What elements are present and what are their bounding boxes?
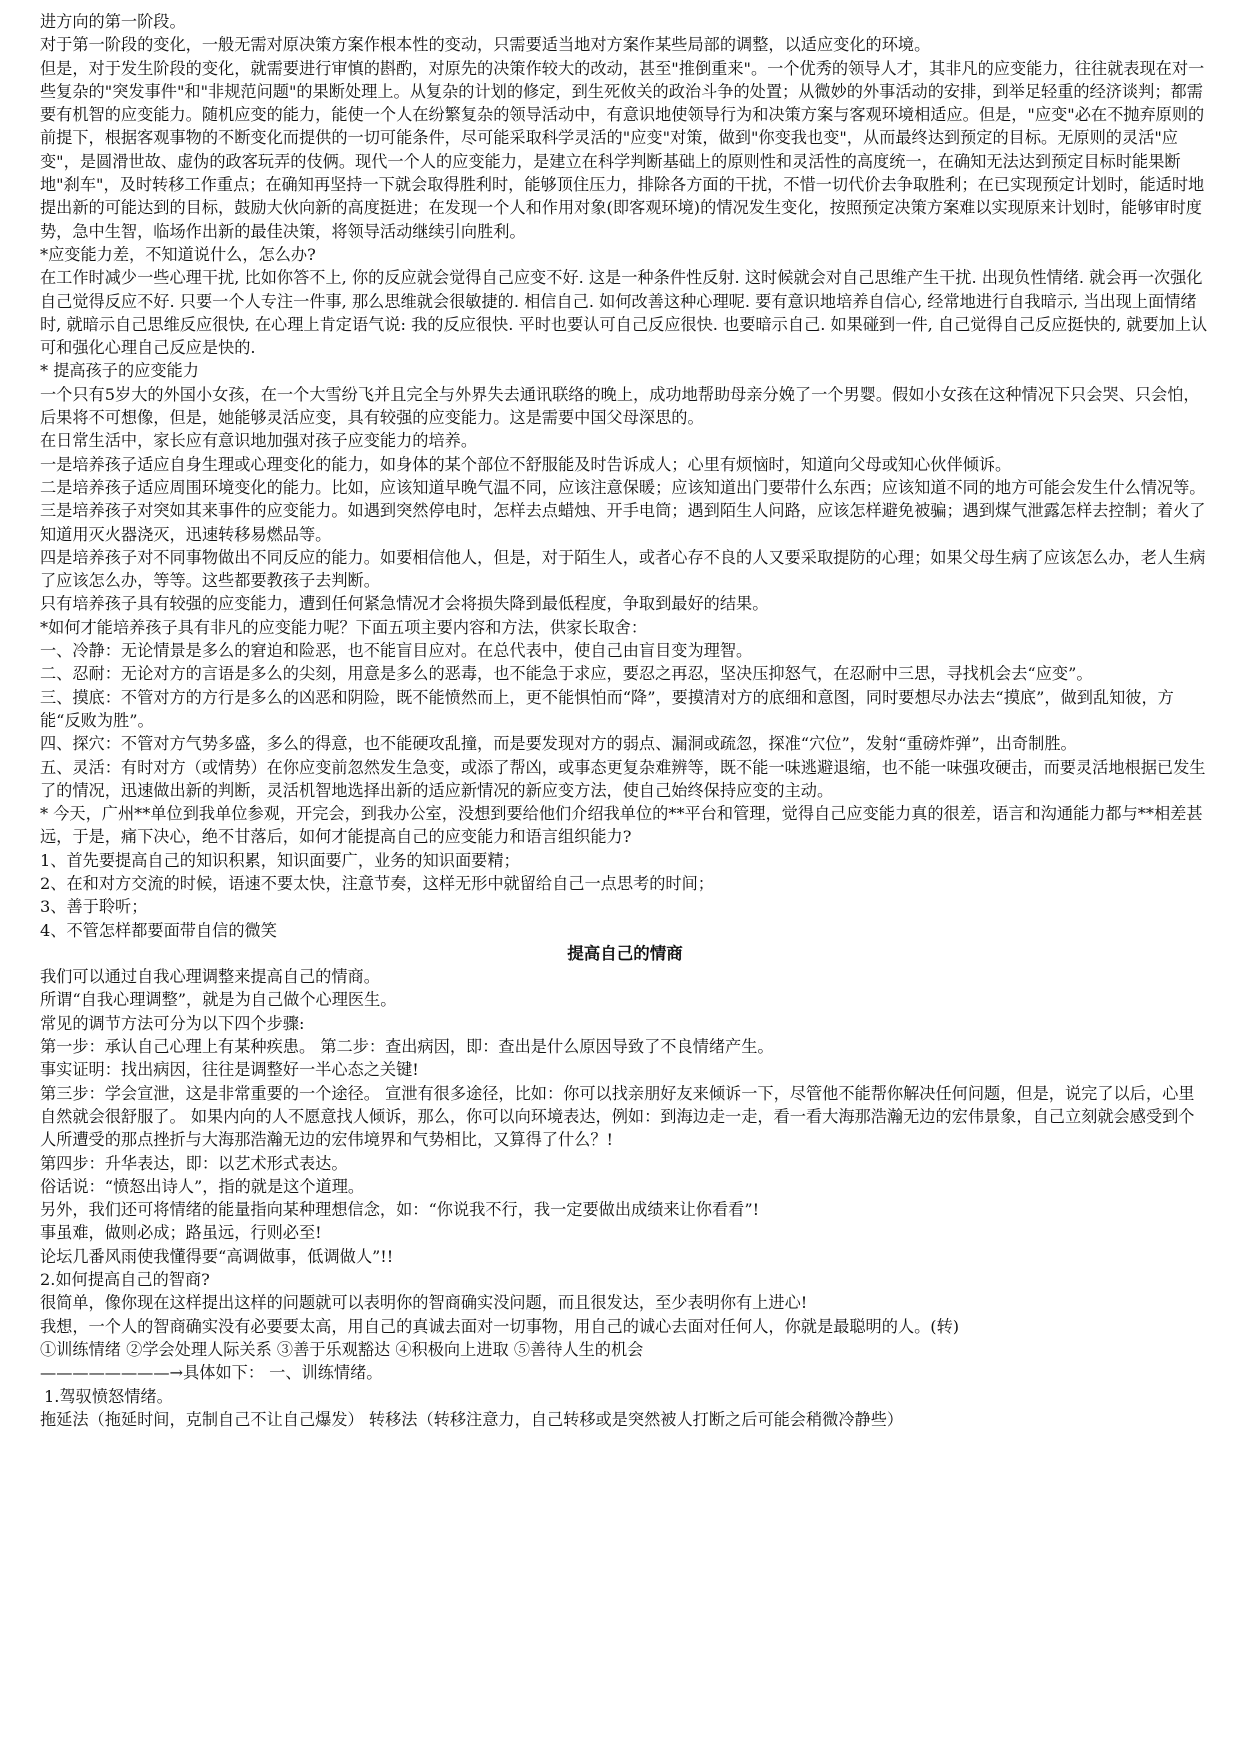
paragraph: 常见的调节方法可分为以下四个步骤: [40,1013,305,1033]
paragraph: 四是培养孩子对不同事物做出不同反应的能力。如要相信他人，但是，对于陌生人，或者心存不良的人又要采取提防的心理；如果父母生病了应该怎么办，老人生病了应该怎么办，等等。这些都要教孩子去判断。 [40,547,1206,591]
list-item: 2、在和对方交流的时候，语速不要太快，注意节奏，这样无形中就留给自己一点思考的时间； [40,873,714,893]
paragraph: 二、忍耐：无论对方的言语是多么的尖刻，用意是多么的恶毒，也不能急于求应，要忍之再忍，坚决压抑怒气，在忍耐中三思，寻找机会去“应变”。 [40,664,1093,684]
paragraph: 1.驾驭愤怒情绪。 [44,1386,173,1406]
paragraph: 一是培养孩子适应自身生理或心理变化的能力，如身体的某个部位不舒服能及时告诉成人；心里有烦恼时，知道向父母或知心伙伴倾诉。 [40,454,1012,474]
paragraph: 另外，我们还可将情绪的能量指向某种理想信念，如：“你说我不行，我一定要做出成绩来让你看看”! [40,1200,760,1220]
paragraph: 二是培养孩子适应周围环境变化的能力。比如，应该知道早晚气温不同，应该注意保暖；应该知道出门要带什么东西；应该知道不同的地方可能会发生什么情况等。 [40,477,1206,497]
paragraph: 只有培养孩子具有较强的应变能力，遭到任何紧急情况才会将损失降到最低程度，争取到最好的结果。 [40,594,769,614]
paragraph: 事实证明：找出病因，往往是调整好一半心态之关键! [40,1060,419,1080]
paragraph: 我想，一个人的智商确实没有必要要太高，用自己的真诚去面对一切事物，用自己的诚心去面对任何人，你就是最聪明的人。(转) [40,1316,960,1336]
list-item: 3、善于聆听； [40,897,148,917]
paragraph: 第三步：学会宣泄，这是非常重要的一个途径。 宣泄有很多途径，比如：你可以找亲朋好友来倾诉一下，尽管他不能帮你解决任何问题，但是，说完了以后，心里自然就会很舒服了。 如果内向的人不愿意找人倾诉，那么，你可以向环境表达，例如：到海边走一走，看一看大海那浩瀚无边的宏伟景象，自己立刻就会感受到个人所遭受的那点挫折与大海那浩瀚无边的宏伟境界和气势相比，又算得了什么？! [40,1083,1195,1150]
paragraph: 第四步：升华表达，即：以艺术形式表达。 [40,1153,348,1173]
paragraph: 事虽难，做则必成；路虽远，行则必至! [40,1223,322,1243]
paragraph: 三是培养孩子对突如其来事件的应变能力。如遇到突然停电时，怎样去点蜡烛、开手电筒；遇到陌生人问路，应该怎样避免被骗；遇到煤气泄露怎样去控制；着火了知道用灭火器浇灭，迅速转移易燃品等。 [40,501,1206,544]
paragraph: 一个只有5岁大的外国小女孩，在一个大雪纷飞并且完全与外界失去通讯联络的晚上，成功地帮助母亲分娩了一个男婴。假如小女孩在这种情况下只会哭、只会怕，后果将不可想像，但是，她能够灵活应变，具有较强的应变能力。这是需要中国父母深思的。 [40,384,1200,428]
paragraph: 我们可以通过自我心理调整来提高自己的情商。 [40,967,380,987]
paragraph: 第一步：承认自己心理上有某种疾患。 第二步：查出病因，即：查出是什么原因导致了不良情绪产生。 [40,1037,774,1057]
list-item: 1、首先要提高自己的知识积累，知识面要广，业务的知识面要精； [40,850,520,870]
paragraph: 五、灵活：有时对方（或情势）在你应变前忽然发生急变，或添了帮凶，或事态更复杂难辨等，既不能一味逃避退缩，也不能一味强攻硬击，而要灵活地根据已发生了的情况，迅速做出新的判断，灵活机智地选择出新的适应新情况的新应变方法，使自己始终保持应变的主动。 [40,757,1206,800]
paragraph: 四、探穴：不管对方气势多盛，多么的得意，也不能硬攻乱撞，而是要发现对方的弱点、漏洞或疏忽，探准“穴位”，发射“重磅炸弹”，出奇制胜。 [40,734,1077,754]
paragraph: * 今天，广州**单位到我单位参观，开完会，到我办公室，没想到要给他们介绍我单位的**平台和管理，觉得自己应变能力真的很差，语言和沟通能力都与**相差甚远，于是，痛下决心，绝不甘落后，如何才能提高自己的应变能力和语言组织能力? [40,804,1203,847]
paragraph: 所谓“自我心理调整”，就是为自己做个心理医生。 [40,990,397,1010]
paragraph: 俗话说：“愤怒出诗人”，指的就是这个道理。 [40,1176,365,1196]
paragraph: 很简单，像你现在这样提出这样的问题就可以表明你的智商确实没问题，而且很发达，至少表明你有上进心! [40,1293,808,1313]
paragraph: * 提高孩子的应变能力 [40,361,199,381]
paragraph: ①训练情绪 ②学会处理人际关系 ③善于乐观豁达 ④积极向上进取 ⑤善待人生的机会 [40,1339,644,1359]
paragraph: 论坛几番风雨使我懂得要“高调做事，低调做人”!! [40,1246,394,1266]
paragraph: 在工作时减少一些心理干扰, 比如你答不上, 你的反应就会觉得自己应变不好. 这是一种条件性反射. 这时候就会对自己思维产生干扰. 出现负性情绪. 就会再一次强化自己觉得反应不好. 只要一个人专注一件事, 那么思维就会很敏捷的. 相信自己. 如何改善这种心理呢. 要有意识地培养自信心, 经常地进行自我暗示, 当出现上面情绪时, 就暗示自己思维反应很快, 在心理上肯定语气说: 我的反应很快. 平时也要认可自己反应很快. 也要暗示自己. 如果碰到一件, 自己觉得自己反应挺快的, 就要加上认可和强化心理自己反应是快的. [40,268,1208,358]
paragraph: ————————→具体如下： 一、训练情绪。 [40,1363,383,1383]
paragraph: 拖延法（拖延时间，克制自己不让自己爆发） 转移法（转移注意力，自己转移或是突然被人打断之后可能会稍微冷静些） [40,1409,904,1429]
list-item: 4、不管怎样都要面带自信的微笑 [40,920,277,940]
paragraph: *应变能力差，不知道说什么，怎么办? [40,244,316,264]
paragraph: 2.如何提高自己的智商? [40,1270,210,1290]
section-eq [40,965,1210,1431]
paragraph: 进方向的第一阶段。 [40,12,186,31]
paragraph: 对于第一阶段的变化，一般无需对原决策方案作根本性的变动，只需要适当地对方案作某些局部的调整，以适应变化的环境。 [40,35,931,55]
paragraph: 三、摸底：不管对方的方行是多么的凶恶和阴险，既不能愤然而上，更不能惧怕而“降”，要摸清对方的底细和意图，同时要想尽办法去“摸底”，做到乱知彼，方能“反败为胜”。 [40,687,1174,730]
section-adaptability [40,10,1210,942]
paragraph: 一、冷静：无论情景是多么的窘迫和险恶，也不能盲目应对。在总代表中，使自己由盲目变为理智。 [40,641,753,661]
paragraph: *如何才能培养孩子具有非凡的应变能力呢？下面五项主要内容和方法，供家长取舍： [40,617,648,637]
paragraph: 在日常生活中，家长应有意识地加强对孩子应变能力的培养。 [40,431,478,451]
document-page [40,10,1210,1431]
paragraph: 但是，对于发生阶段的变化，就需要进行审慎的斟酌，对原先的决策作较大的改动，甚至"推倒重来"。一个优秀的领导人才，其非凡的应变能力，往往就表现在对一些复杂的"突发事件"和"非规范问题"的果断处理上。从复杂的计划的修定，到生死攸关的政治斗争的处置；从微妙的外事活动的安排，到举足轻重的经济谈判；都需要有机智的应变能力。随机应变的能力，能使一个人在纷繁复杂的领导活动中，有意识地使领导行为和决策方案与客观环境相适应。但是，"应变"必在不抛弃原则的前提下，根据客观事物的不断变化而提供的一切可能条件，尽可能采取科学灵活的"应变"对策，做到"你变我也变"，从而最终达到预定的目标。无原则的灵活"应变"，是圆滑世故、虚伪的政客玩弄的伎俩。现代一个人的应变能力，是建立在科学判断基础上的原则性和灵活性的高度统一，在确知无法达到预定目标时能果断地"刹车"，及时转移工作重点；在确知再坚持一下就会取得胜利时，能够顶住压力，排除各方面的干扰，不惜一切代价去争取胜利；在已实现预定计划时，能适时地提出新的可能达到的目标，鼓励大伙向新的高度挺进；在发现一个人和作用对象(即客观环境)的情况发生变化，按照预定决策方案难以实现原来计划时，能够审时度势，急中生智，临场作出新的最佳决策，将领导活动继续引向胜利。 [40,58,1205,241]
section-heading: 提高自己的情商 [567,943,683,963]
